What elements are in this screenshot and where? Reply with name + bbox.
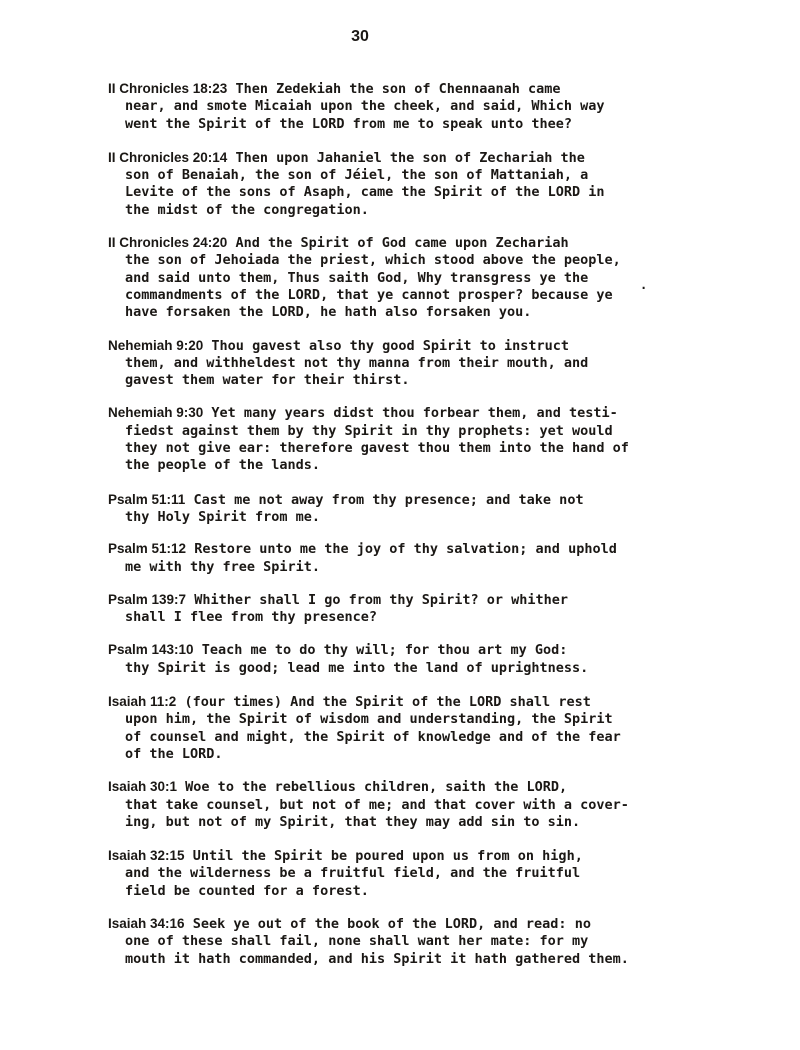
scripture-reference: Isaiah 30:1 [108,779,178,795]
scripture-entry [108,778,668,831]
scripture-reference: Psalm 51:12 [108,541,187,557]
verse-text: (four times) And the Spirit of the LORD shall rest [176,694,591,711]
page-number: 30 [351,28,369,45]
scripture-entry [108,80,668,133]
verse-text: Until the Spirit be poured upon us from on high, [184,848,583,865]
scripture-entry [108,491,668,527]
verse-text: shall I flee from thy presence? [125,609,377,626]
verse-text: ing, but not of my Spirit, that they may add sin to sin. [125,813,581,830]
entry-first-line [108,915,668,933]
verse-text: and said unto them, Thus saith God, Why transgress ye the [125,269,589,286]
verse-text: gavest them water for their thirst. [125,372,410,389]
scripture-reference: Nehemiah 9:20 [108,337,204,353]
entry-first-line [108,491,668,509]
entry-first-line [108,778,668,796]
verse-text: Then upon Jahaniel the son of Zechariah the [227,149,585,166]
entry-first-line [108,847,668,865]
verse-text: them, and withheldest not thy manna from their mouth, and [125,354,589,371]
verse-text: commandments of the LORD, that ye cannot prosper? because ye [125,286,613,303]
verse-text: Woe to the rebellious children, saith the LORD, [177,779,568,796]
scripture-reference: Psalm 139:7 [108,591,187,607]
verse-text: Teach me to do thy will; for thou art my God: [193,642,568,659]
scripture-entry [108,693,668,763]
verse-text: the son of Jehoiada the priest, which stood above the people, [125,252,621,269]
verse-text: of counsel and might, the Spirit of knowledge and of the fear [125,728,621,745]
scripture-reference: Isaiah 11:2 [108,694,177,710]
scripture-entry [108,641,668,677]
scripture-entry [108,591,668,627]
entry-first-line [108,591,668,609]
entry-first-line [108,80,668,98]
verse-text: son of Benaiah, the son of Jéiel, the son of Mattaniah, a [125,167,589,184]
verse-text: upon him, the Spirit of wisdom and understanding, the Spirit [125,711,613,728]
verse-text: the midst of the congregation. [125,201,369,218]
verse-text: Thou gavest also thy good Spirit to instruct [203,337,570,354]
verse-text: Yet many years didst thou forbear them, and testi- [203,405,618,422]
scripture-reference-list [108,80,668,968]
verse-text: Then Zedekiah the son of Chennaanah came [227,81,561,97]
scripture-entry [108,915,668,968]
entry-first-line [108,234,668,252]
scripture-reference: II Chronicles 24:20 [108,235,228,251]
scripture-reference: Isaiah 32:15 [108,848,185,864]
scripture-reference: Psalm 143:10 [108,642,194,658]
scripture-entry [108,540,668,576]
entry-first-line [108,693,668,711]
verse-text: of the LORD. [125,745,223,762]
verse-text: Restore unto me the joy of thy salvation; and uphold [186,541,617,558]
scripture-entry [108,234,668,321]
scripture-entry [108,149,668,219]
verse-text: mouth it hath commanded, and his Spirit it hath gathered them. [125,950,629,967]
entry-first-line [108,149,668,167]
scripture-entry [108,847,668,900]
verse-text: Cast me not away from thy presence; and take not [185,491,584,508]
scripture-entry [108,337,668,390]
scripture-reference: Psalm 51:11 [108,491,186,507]
verse-text: went the Spirit of the LORD from me to speak unto thee? [125,115,573,132]
verse-text: me with thy free Spirit. [125,558,321,575]
verse-text: Levite of the sons of Asaph, came the Spirit of the LORD in [125,184,605,201]
scripture-entry [108,404,668,474]
verse-text: that take counsel, but not of me; and that cover with a cover- [125,796,629,813]
verse-text: thy Holy Spirit from me. [125,508,321,525]
verse-text: and the wilderness be a fruitful field, and the fruitful [125,865,581,882]
entry-first-line [108,337,668,355]
verse-text: near, and smote Micaiah upon the cheek, and said, Which way [125,98,605,115]
verse-text: have forsaken the LORD, he hath also forsaken you. [125,304,532,321]
verse-text: Seek ye out of the book of the LORD, and read: no [184,915,591,932]
verse-text: fiedst against them by thy Spirit in thy prophets: yet would [125,422,613,439]
scripture-reference: II Chronicles 18:23 [108,81,228,96]
verse-text: they not give ear: therefore gavest thou them into the hand of [125,440,629,457]
scripture-reference: Isaiah 34:16 [108,915,185,931]
entry-first-line [108,404,668,422]
verse-text: thy Spirit is good; lead me into the land of uprightness. [125,659,589,676]
verse-text: field be counted for a forest. [125,882,369,899]
verse-text: the people of the lands. [125,457,321,474]
entry-first-line [108,641,668,659]
scripture-reference: II Chronicles 20:14 [108,149,228,165]
entry-first-line [108,540,668,558]
margin-mark: . [640,278,648,292]
verse-text: Whither shall I go from thy Spirit? or whither [186,591,569,608]
verse-text: And the Spirit of God came upon Zechariah [227,235,569,252]
verse-text: one of these shall fail, none shall want her mate: for my [125,933,589,950]
scripture-reference: Nehemiah 9:30 [108,405,204,421]
